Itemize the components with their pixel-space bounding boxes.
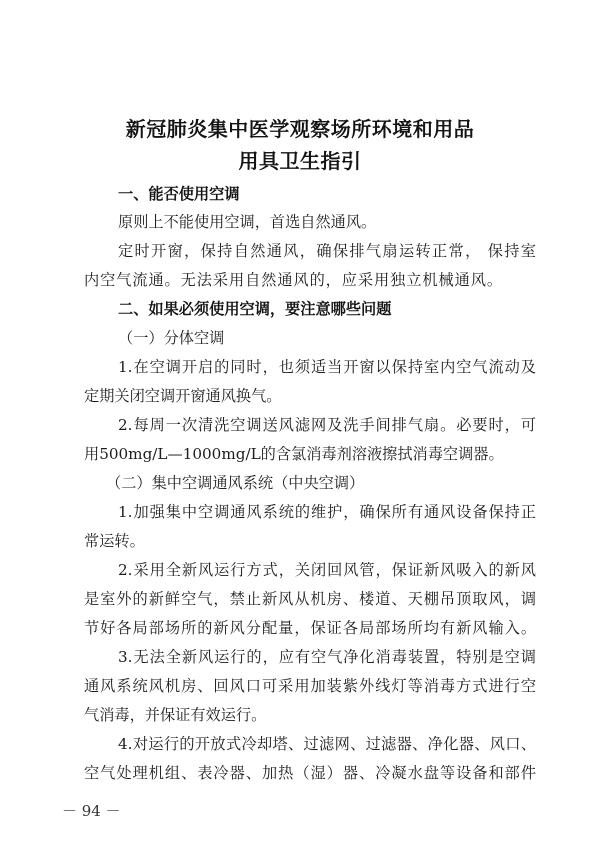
paragraph-line: 2.每周一次清洗空调送风滤网及洗手间排气扇。必要时，可 xyxy=(118,416,536,434)
paragraph-line: 内空气流通。无法采用自然通风的，应采用独立机械通风。 xyxy=(84,271,502,289)
section-heading-2: 二、如果必须使用空调，要注意哪些问题 xyxy=(118,300,392,318)
paragraph-line: 2.采用全新风运行方式，关闭回风管，保证新风吸入的新风 xyxy=(118,561,536,579)
paragraph-line: 3.无法全新风运行的，应有空气净化消毒装置，特别是空调 xyxy=(118,648,536,666)
paragraph-line: 1.在空调开启的同时，也须适当开窗以保持室内空气流动及 xyxy=(118,358,536,376)
paragraph-line: 气消毒，并保证有效运行。 xyxy=(84,706,267,724)
paragraph-line: 节好各局部场所的新风分配量，保证各局部场所均有新风输入。 xyxy=(84,619,536,637)
section-heading-1: 一、能否使用空调 xyxy=(118,185,240,203)
document-title-line-2: 用具卫生指引 xyxy=(238,149,362,173)
subsection-heading: （二）集中空调通风系统（中央空调） xyxy=(106,474,365,492)
document-title-line-1: 新冠肺炎集中医学观察场所环境和用品 xyxy=(125,117,475,141)
paragraph-line: 常运转。 xyxy=(84,532,145,550)
paragraph-line: 定时开窗，保持自然通风，确保排气扇运转正常， 保持室 xyxy=(118,242,536,260)
paragraph-line: 空气处理机组、表冷器、加热（湿）器、冷凝水盘等设备和部件 xyxy=(84,764,536,782)
subsection-heading: （一）分体空调 xyxy=(118,329,225,347)
paragraph-line: 1.加强集中空调通风系统的维护，确保所有通风设备保持正 xyxy=(118,503,536,521)
paragraph-line: 用500mg/L—1000mg/L的含氯消毒剂溶液擦拭消毒空调器。 xyxy=(84,445,504,463)
paragraph-line: 定期关闭空调开窗通风换气。 xyxy=(84,387,282,405)
paragraph-line: 通风系统风机房、回风口可采用加装紫外线灯等消毒方式进行空 xyxy=(84,677,536,695)
page-number: － 94 － xyxy=(62,802,121,820)
paragraph-line: 4.对运行的开放式冷却塔、过滤网、过滤器、净化器、风口、 xyxy=(118,735,536,753)
paragraph-line: 原则上不能使用空调，首选自然通风。 xyxy=(118,213,377,231)
paragraph-line: 是室外的新鲜空气，禁止新风从机房、楼道、天棚吊顶取风，调 xyxy=(84,590,536,608)
